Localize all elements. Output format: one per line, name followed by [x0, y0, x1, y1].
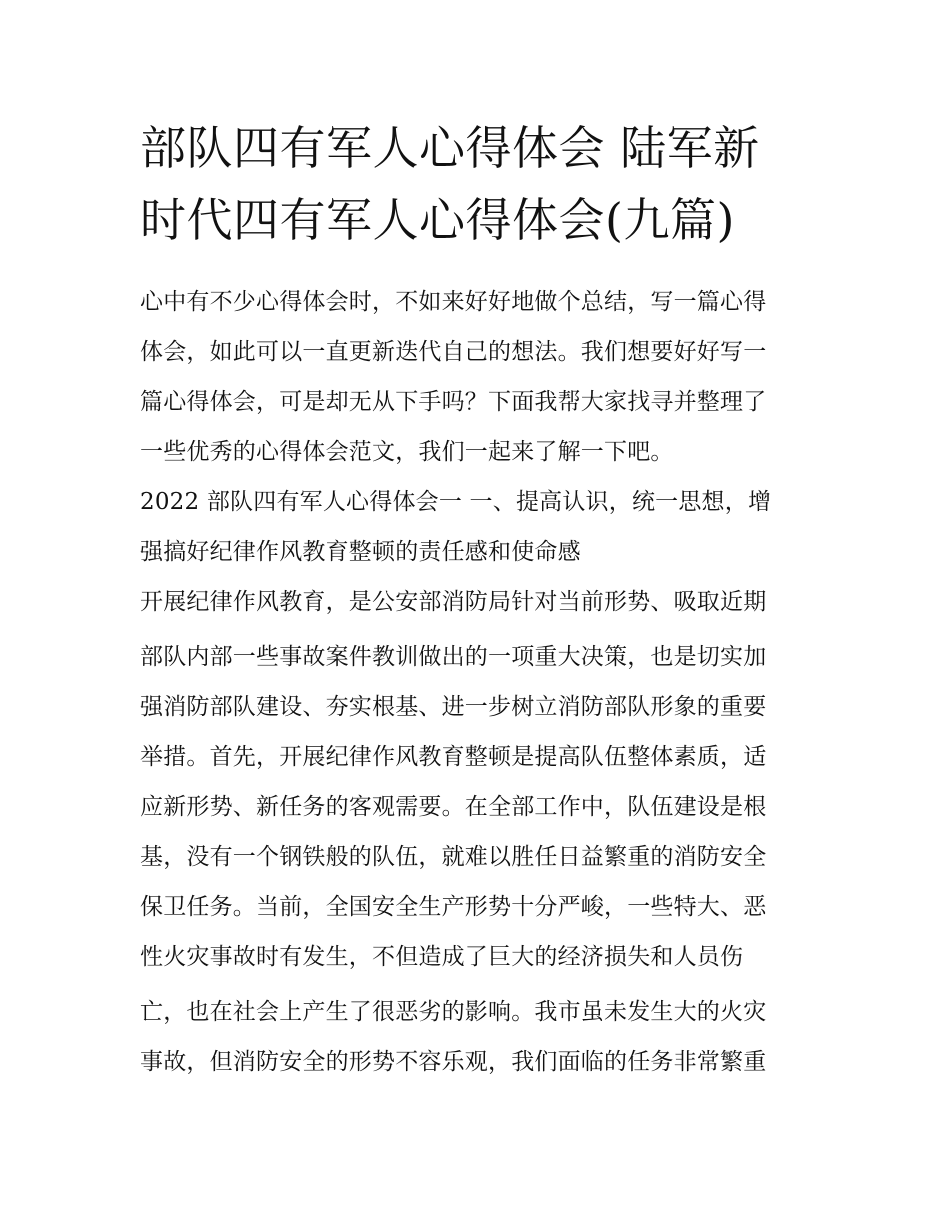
page-title	[140, 112, 820, 256]
body-line-10: 举措。首先，开展纪律作风教育整顿是提高队伍整体素质，适	[140, 744, 767, 770]
body-line-2: 体会，如此可以一直更新迭代自己的想法。我们想要好好写一	[140, 339, 767, 365]
body-line-9: 强消防部队建设、夯实根基、进一步树立消防部队形象的重要	[140, 694, 767, 720]
title-line-1: 部队四有军人心得体会 陆军新	[140, 121, 760, 175]
body-line-13: 保卫任务。当前，全国安全生产形势十分严峻，一些特大、恶	[140, 894, 767, 920]
title-line-2: 时代四有军人心得体会(九篇)	[140, 193, 735, 247]
body-line-3: 篇心得体会，可是却无从下手吗？下面我帮大家找寻并整理了	[140, 389, 767, 415]
body-line-16: 事故，但消防安全的形势不容乐观，我们面临的任务非常繁重	[140, 1049, 767, 1075]
body-line-11: 应新形势、新任务的客观需要。在全部工作中，队伍建设是根	[140, 794, 767, 820]
body-line-4: 一些优秀的心得体会范文，我们一起来了解一下吧。	[140, 439, 674, 465]
body-line-5: 2022 部队四有军人心得体会一 一、提高认识，统一思想，增	[140, 489, 772, 515]
body-line-15: 亡，也在社会上产生了很恶劣的影响。我市虽未发生大的火灾	[140, 999, 767, 1025]
body-line-14: 性火灾事故时有发生，不但造成了巨大的经济损失和人员伤	[140, 944, 744, 970]
body-line-7: 开展纪律作风教育，是公安部消防局针对当前形势、吸取近期	[140, 589, 767, 615]
body-line-1: 心中有不少心得体会时，不如来好好地做个总结，写一篇心得	[140, 289, 767, 315]
body-line-6: 强搞好纪律作风教育整顿的责任感和使命感	[140, 539, 581, 565]
body-line-8: 部队内部一些事故案件教训做出的一项重大决策，也是切实加	[140, 644, 767, 670]
body-line-12: 基，没有一个钢铁般的队伍，就难以胜任日益繁重的消防安全	[140, 844, 767, 870]
